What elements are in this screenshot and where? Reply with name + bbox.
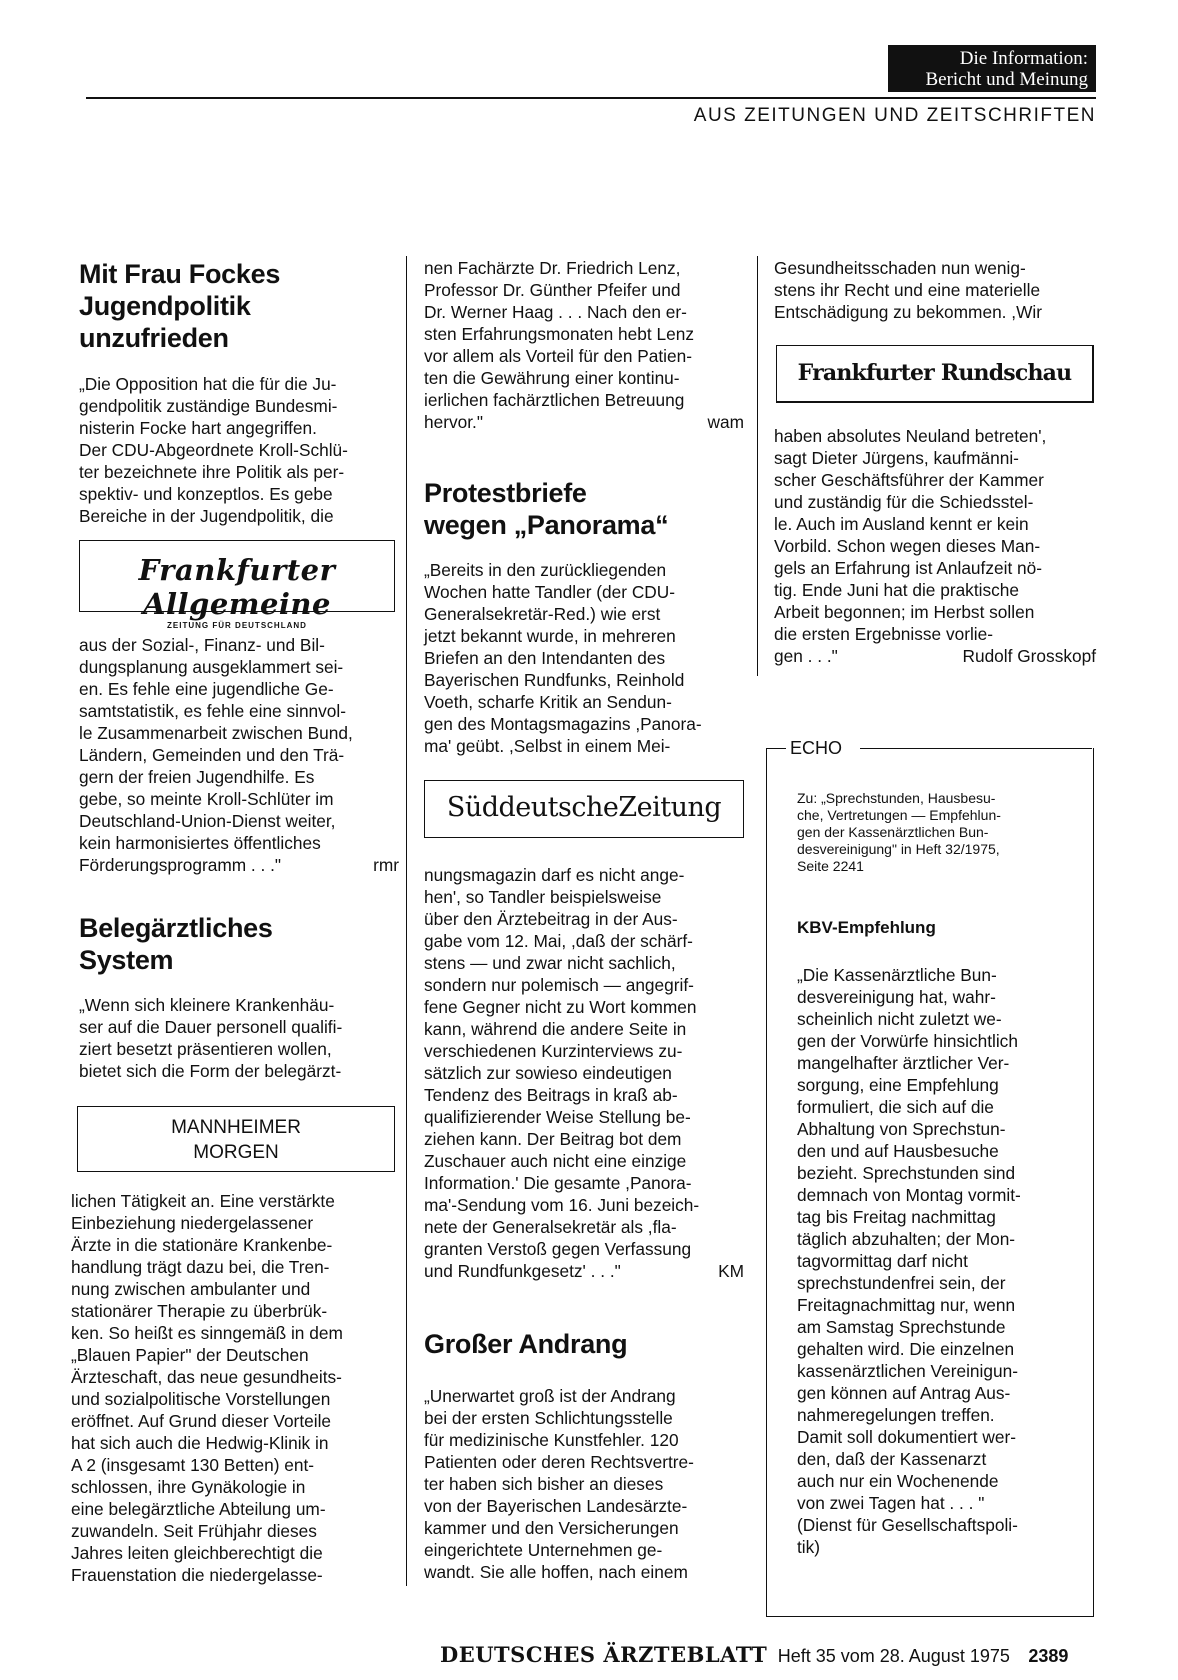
text-line: Entschädigung zu bekommen. ,Wir [774, 302, 1042, 322]
text-line: bietet sich die Form der belegärzt- [79, 1061, 342, 1081]
text-line: gen der Kassenärztlichen Bun- [797, 824, 989, 840]
text-line: eingerichtete Unternehmen ge- [424, 1540, 663, 1560]
text-line: ziehen kann. Der Beitrag bot dem [424, 1129, 682, 1149]
text-line: ierlichen fachärztlichen Betreuung [424, 390, 685, 410]
article2-title [79, 912, 379, 976]
text-line: mangelhafter ärztlicher Ver- [797, 1053, 1010, 1073]
text-line: kammer und den Versicherungen [424, 1518, 679, 1538]
article4-signature: Rudolf Grosskopf [962, 646, 1096, 666]
text-line: Seite 2241 [797, 858, 864, 874]
text-line: ten die Gewährung einer kontinu- [424, 368, 680, 388]
text-line: gels an Erfahrung ist Anlaufzeit nö- [774, 558, 1043, 578]
text-line: Damit soll dokumentiert wer- [797, 1427, 1016, 1447]
text-line: sagt Dieter Jürgens, kaufmänni- [774, 448, 1019, 468]
echo-heading: KBV-Empfehlung [797, 918, 936, 937]
text-line: den, daß der Kassenarzt [797, 1449, 987, 1469]
text-line: ter bezeichnete ihre Politik als per- [79, 462, 345, 482]
text-line: Wochen hatte Tandler (der CDU- [424, 582, 676, 602]
text-line: lichen Tätigkeit an. Eine verstärkte [71, 1191, 335, 1211]
mannheimer-morgen-line2: MORGEN [193, 1142, 279, 1163]
article3-signature: KM [718, 1261, 744, 1281]
text-line: stens — und zwar nicht sachlich, [424, 953, 676, 973]
column-rule-2 [757, 256, 758, 676]
text-line: ma'-Sendung vom 16. Juni bezeich- [424, 1195, 700, 1215]
text-line: zuwandeln. Seit Frühjahr dieses [71, 1521, 317, 1541]
text-line: Förderungsprogramm . . ." [79, 855, 282, 875]
frankfurter-rundschau-name: Frankfurter Rundschau [797, 360, 1072, 386]
echo-label: ECHO [790, 738, 843, 758]
text-line: jetzt bekannt wurde, in mehreren [424, 626, 676, 646]
text-line: gen können auf Antrag Aus- [797, 1383, 1011, 1403]
text-line: tag bis Freitag nachmittag [797, 1207, 996, 1227]
journal-name: DEUTSCHES ÄRZTEBLATT [440, 1642, 768, 1667]
frankfurter-allgemeine-subtitle: ZEITUNG FÜR DEUTSCHLAND [167, 621, 307, 630]
issue-info: Heft 35 vom 28. August 1975 [777, 1646, 1010, 1666]
text-line: „Unerwartet groß ist der Andrang [424, 1386, 676, 1406]
text-line: eröffnet. Auf Grund dieser Vorteile [71, 1411, 332, 1431]
text-line: scheinlich nicht zuletzt we- [797, 1009, 1002, 1029]
text-line: bezieht. Sprechstunden sind [797, 1163, 1016, 1183]
text-line: Voeth, scharfe Kritik an Sendun- [424, 692, 672, 712]
text-line: Ärzteschaft, das neue gesundheits- [71, 1367, 342, 1387]
text-line: Abhaltung von Sprechstun- [797, 1119, 1006, 1139]
text-line: Zu: „Sprechstunden, Hausbesu- [797, 790, 996, 806]
frankfurter-allgemeine-logo [79, 540, 395, 630]
text-line: Patienten oder deren Rechtsvertre- [424, 1452, 694, 1472]
text-line: samtstatistik, es fehle eine sinnvol- [79, 701, 347, 721]
sueddeutsche-zeitung-logo [424, 780, 744, 838]
text-line: stens ihr Recht und eine materielle [774, 280, 1041, 300]
text-line: Ländern, Gemeinden und den Trä- [79, 745, 345, 765]
text-line: Freitagnachmittag nur, wenn [797, 1295, 1016, 1315]
article3-body-part1 [424, 559, 748, 757]
text-line: gen der Vorwürfe hinsichtlich [797, 1031, 1018, 1051]
text-line: Professor Dr. Günther Pfeifer und [424, 280, 681, 300]
text-line: gebe, so meinte Kroll-Schlüter im [79, 789, 334, 809]
text-line: le. Auch im Ausland kennt er kein [774, 514, 1029, 534]
text-line: und Rundfunkgesetz' . . ." [424, 1261, 621, 1281]
text-line: ter haben sich bisher an dieses [424, 1474, 664, 1494]
text-line: gehalten wird. Die einzelnen [797, 1339, 1015, 1359]
text-line: haben absolutes Neuland betreten', [774, 426, 1047, 446]
echo-box-top-rule-left [766, 748, 786, 749]
text-line: den und auf Hausbesuche [797, 1141, 999, 1161]
column-rule-1 [406, 256, 407, 1586]
text-line: nisterin Focke hart angegriffen. [79, 418, 317, 438]
text-line: kann, während die andere Seite in [424, 1019, 687, 1039]
text-line: Briefen an den Intendanten des [424, 648, 666, 668]
text-line: ma' geübt. ,Selbst in einem Mei- [424, 736, 671, 756]
text-line: nungsmagazin darf es nicht ange- [424, 865, 685, 885]
text-line: wandt. Sie alle hoffen, nach einem [424, 1562, 688, 1582]
text-line: (Dienst für Gesellschaftspoli- [797, 1515, 1018, 1535]
text-line: Jahres leiten gleichberechtigt die [71, 1543, 323, 1563]
section-tag [888, 45, 1096, 92]
article3-body-part2 [424, 864, 748, 1282]
text-line: desvereinigung" in Heft 32/1975, [797, 841, 1000, 857]
text-line: Tendenz des Beitrags in kraß ab- [424, 1085, 678, 1105]
text-line: che, Vertretungen — Empfehlun- [797, 807, 1001, 823]
text-line: nahmeregelungen treffen. [797, 1405, 995, 1425]
page-number: 2389 [1028, 1646, 1069, 1666]
sueddeutsche-zeitung-name: SüddeutscheZeitung [446, 792, 722, 823]
article2-title-line: Belegärztliches [79, 913, 273, 943]
text-line: en. Es fehle eine jugendliche Ge- [79, 679, 334, 699]
text-line: gendpolitik zuständige Bundesmi- [79, 396, 338, 416]
text-line: tig. Ende Juni hat die praktische [774, 580, 1019, 600]
text-line: nen Fachärzte Dr. Friedrich Lenz, [424, 258, 681, 278]
text-line: ziert besetzt präsentieren wollen, [79, 1039, 332, 1059]
text-line: handlung trägt dazu bei, die Tren- [71, 1257, 330, 1277]
text-line: die ersten Ergebnisse vorlie- [774, 624, 994, 644]
text-line: am Samstag Sprechstunde [797, 1317, 1006, 1337]
article1-body-part2 [79, 634, 399, 876]
text-line: auch nur ein Wochenende [797, 1471, 999, 1491]
article3-title [424, 477, 744, 541]
page-footer [440, 1642, 1068, 1667]
text-line: und zuständig für die Schiedsstel- [774, 492, 1034, 512]
text-line: vor allem als Vorteil für den Patien- [424, 346, 692, 366]
text-line: Bayerischen Rundfunks, Reinhold [424, 670, 685, 690]
text-line: nete der Generalsekretär als ,fla- [424, 1217, 677, 1237]
article4-body-part2 [774, 257, 1096, 323]
text-line: Der CDU-Abgeordnete Kroll-Schlü- [79, 440, 348, 460]
text-line: sätzlich zur sowieso eindeutigen [424, 1063, 672, 1083]
text-line: „Die Kassenärztliche Bun- [797, 965, 997, 985]
text-line: tagvormittag darf nicht [797, 1251, 968, 1271]
text-line: Frauenstation die niedergelasse- [71, 1565, 323, 1585]
text-line: „Blauen Papier" der Deutschen [71, 1345, 309, 1365]
text-line: Information.' Die gesamte ,Panora- [424, 1173, 692, 1193]
text-line: spektiv- und konzeptlos. Es gebe [79, 484, 333, 504]
echo-body [797, 964, 1067, 1558]
text-line: scher Geschäftsführer der Kammer [774, 470, 1044, 490]
text-line: Ärzte in die stationäre Krankenbe- [71, 1235, 333, 1255]
text-line: desvereinigung hat, wahr- [797, 987, 996, 1007]
text-line: ser auf die Dauer personell qualifi- [79, 1017, 343, 1037]
text-line: gen des Montagsmagazins ,Panora- [424, 714, 702, 734]
text-line: nung zwischen ambulanter und [71, 1279, 311, 1299]
text-line: kein harmonisiertes öffentliches [79, 833, 321, 853]
text-line: Einbeziehung niedergelassener [71, 1213, 314, 1233]
mannheimer-morgen-logo [77, 1106, 395, 1172]
text-line: Deutschland-Union-Dienst weiter, [79, 811, 336, 831]
article4-body-part1 [424, 1385, 748, 1583]
mannheimer-morgen-line1: MANNHEIMER [171, 1117, 301, 1138]
text-line: Dr. Werner Haag . . . Nach den er- [424, 302, 687, 322]
article2-body-part2 [71, 1190, 399, 1586]
text-line: Gesundheitsschaden nun wenig- [774, 258, 1026, 278]
article4-body-part3 [774, 425, 1096, 667]
text-line: Generalsekretär-Red.) wie erst [424, 604, 661, 624]
article1-title-line: unzufrieden [79, 323, 229, 353]
article4-title: Großer Andrang [424, 1329, 628, 1359]
text-line: demnach von Montag vormit- [797, 1185, 1021, 1205]
article2-body-part3 [424, 257, 748, 433]
text-line: sorgung, eine Empfehlung [797, 1075, 999, 1095]
text-line: qualifizierender Weise Stellung be- [424, 1107, 691, 1127]
text-line: Arbeit begonnen; im Herbst sollen [774, 602, 1035, 622]
text-line: über den Ärztebeitrag in der Aus- [424, 909, 678, 929]
echo-box-top-rule-right [860, 748, 1092, 749]
section-tag-line1: Die Information: [959, 48, 1088, 69]
text-line: und sozialpolitische Vorstellungen [71, 1389, 331, 1409]
article1-signature: rmr [373, 855, 399, 875]
text-line: hat sich auch die Hedwig-Klinik in [71, 1433, 329, 1453]
text-line: verschiedenen Kurzinterviews zu- [424, 1041, 683, 1061]
text-line: sten Erfahrungsmonaten hebt Lenz [424, 324, 694, 344]
text-line: Vorbild. Schon wegen dieses Man- [774, 536, 1041, 556]
text-line: sondern nur polemisch — angegrif- [424, 975, 694, 995]
echo-reference [797, 790, 1067, 875]
article2-signature: wam [707, 412, 744, 432]
article3-title-line: Protestbriefe [424, 478, 587, 508]
article2-title-line: System [79, 945, 174, 975]
text-line: gabe vom 12. Mai, ,daß der schärf- [424, 931, 693, 951]
article1-body-part1 [79, 373, 399, 527]
text-line: gern der freien Jugendhilfe. Es [79, 767, 315, 787]
text-line: bei der ersten Schlichtungsstelle [424, 1408, 673, 1428]
text-line: fene Gegner nicht zu Wort kommen [424, 997, 697, 1017]
header-rule [86, 97, 1096, 99]
text-line: le Zusammenarbeit zwischen Bund, [79, 723, 353, 743]
text-line: Zuschauer auch nicht eine einzige [424, 1151, 687, 1171]
text-line: hen', so Tandler beispielsweise [424, 887, 662, 907]
section-title: AUS ZEITUNGEN UND ZEITSCHRIFTEN [693, 105, 1096, 126]
text-line: hervor." [424, 412, 483, 432]
article2-body-part1 [79, 994, 399, 1082]
article1-title-line: Jugendpolitik [79, 291, 251, 321]
text-line: täglich abzuhalten; der Mon- [797, 1229, 1016, 1249]
text-line: sprechstundenfrei sein, der [797, 1273, 1006, 1293]
text-line: kassenärztlichen Vereinigun- [797, 1361, 1018, 1381]
article1-title-line: Mit Frau Fockes [79, 259, 281, 289]
text-line: von der Bayerischen Landesärzte- [424, 1496, 688, 1516]
article3-title-line: wegen „Panorama“ [424, 510, 669, 540]
text-line: von zwei Tagen hat . . . " [797, 1493, 985, 1513]
frankfurter-allgemeine-name: Frankfurter Allgemeine [138, 553, 336, 621]
text-line: stationärer Therapie zu überbrük- [71, 1301, 328, 1321]
text-line: tik) [797, 1537, 821, 1557]
text-line: ken. So heißt es sinngemäß in dem [71, 1323, 343, 1343]
text-line: eine belegärztliche Abteilung um- [71, 1499, 326, 1519]
frankfurter-rundschau-logo [776, 345, 1094, 403]
text-line: gen . . ." [774, 646, 838, 666]
text-line: formuliert, die sich auf die [797, 1097, 994, 1117]
text-line: „Bereits in den zurückliegenden [424, 560, 667, 580]
text-line: A 2 (insgesamt 130 Betten) ent- [71, 1455, 315, 1475]
text-line: für medizinische Kunstfehler. 120 [424, 1430, 679, 1450]
section-tag-line2: Bericht und Meinung [925, 69, 1088, 90]
text-line: „Die Opposition hat die für die Ju- [79, 374, 337, 394]
text-line: dungsplanung ausgeklammert sei- [79, 657, 344, 677]
text-line: schlossen, ihre Gynäkologie in [71, 1477, 306, 1497]
text-line: granten Verstoß gegen Verfassung [424, 1239, 692, 1259]
article1-title [79, 258, 379, 354]
text-line: aus der Sozial-, Finanz- und Bil- [79, 635, 325, 655]
text-line: „Wenn sich kleinere Krankenhäu- [79, 995, 335, 1015]
text-line: Bereiche in der Jugendpolitik, die [79, 506, 334, 526]
